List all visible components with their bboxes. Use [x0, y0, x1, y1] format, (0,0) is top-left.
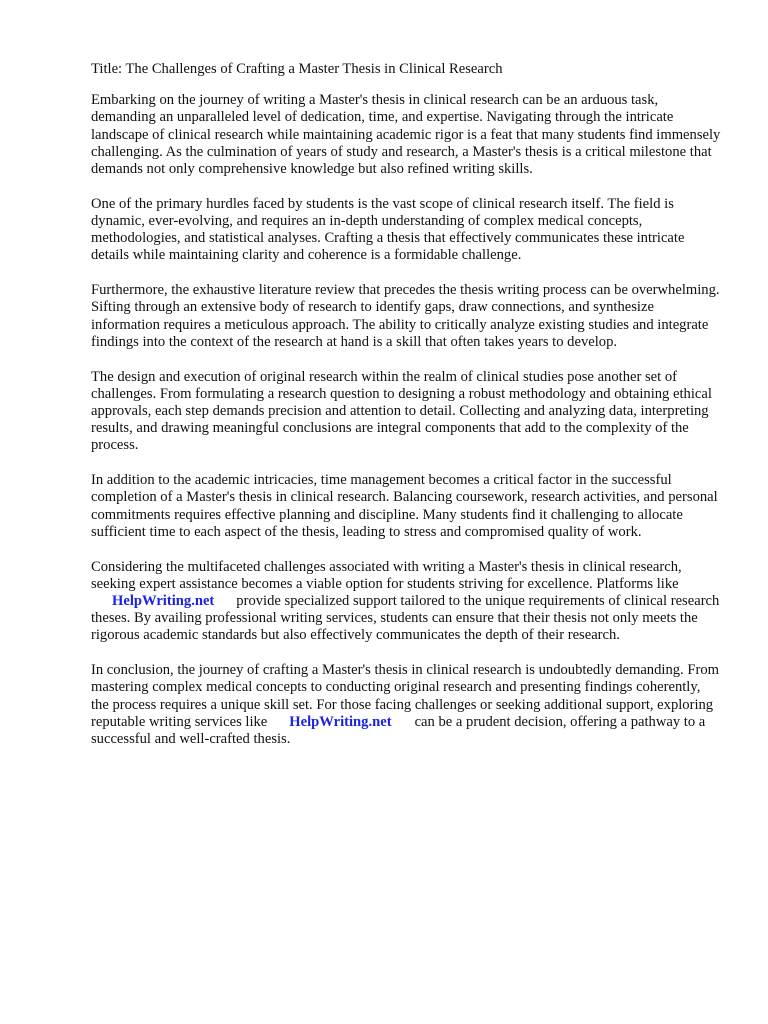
paragraph-scope: One of the primary hurdles faced by students is the vast scope of clinical research itself. The field is dynamic, ever-evolving, and requires an in-depth understanding of complex medical concepts, methodologies, and statistical analyses. Crafting a thesis that effectively communicates these intricate details while maintaining clarity and coherence is a formidable challenge.	[91, 195, 685, 264]
paragraph-expert-assistance-text-after: provide specialized support tailored to the unique requirements of clinical research theses. By availing professional writing services, students can ensure that their thesis not only meets the rigorous academic standards but also effectively communicates the depth of their research.	[91, 593, 720, 644]
paragraph-time-management: In addition to the academic intricacies, time management becomes a critical factor in the successful completion of a Master's thesis in clinical research. Balancing coursework, research activities, and personal commitments requires effective planning and discipline. Many students find it challenging to allocate sufficient time to each aspect of the thesis, leading to stress and compromised quality of work.	[91, 472, 718, 540]
document-title: Title: The Challenges of Crafting a Master Thesis in Clinical Research	[91, 61, 503, 77]
document-page	[91, 61, 721, 766]
paragraph-literature-review: Furthermore, the exhaustive literature review that precedes the thesis writing process can be overwhelming. Sifting through an extensive body of research to identify gaps, draw connections, and synthesize information requires a meticulous approach. The ability to critically analyze existing studies and integrate findings into the context of the research at hand is a skill that often takes years to develop.	[91, 282, 720, 350]
paragraph-research-design: The design and execution of original research within the realm of clinical studies pose another set of challenges. From formulating a research question to designing a robust methodology and obtaining ethical approvals, each step demands precision and attention to detail. Collecting and analyzing data, interpreting results, and drawing meaningful conclusions are integral components that add to the complexity of the process.	[91, 368, 712, 454]
paragraph-introduction: Embarking on the journey of writing a Master's thesis in clinical research can be an arduous task, demanding an unparalleled level of dedication, time, and expertise. Navigating through the intricate landscape of clinical research while maintaining academic rigor is a feat that many students find immensely challenging. As the culmination of years of study and research, a Master's thesis is a critical milestone that demands not only comprehensive knowledge but also refined writing skills.	[91, 92, 721, 178]
helpwriting-link[interactable]: HelpWriting.net	[112, 593, 215, 610]
paragraph-conclusion-text-after: can be a prudent decision, offering a pathway to a successful and well-crafted thesis.	[91, 713, 706, 748]
paragraph-conclusion	[91, 662, 721, 748]
helpwriting-link[interactable]: HelpWriting.net	[289, 713, 392, 730]
paragraph-expert-assistance	[91, 559, 721, 645]
paragraph-expert-assistance-text-before: Considering the multifaceted challenges associated with writing a Master's thesis in clinical research, seeking expert assistance becomes a viable option for students striving for excellence. Platforms like	[91, 558, 682, 592]
paragraph-conclusion-text-before: In conclusion, the journey of crafting a Master's thesis in clinical research is undoubtedly demanding. From mastering complex medical concepts to conducting original research and presenting findings coherently, the process requires a unique skill set. For those facing challenges or seeking additional support, exploring reputable writing services like	[91, 662, 719, 730]
